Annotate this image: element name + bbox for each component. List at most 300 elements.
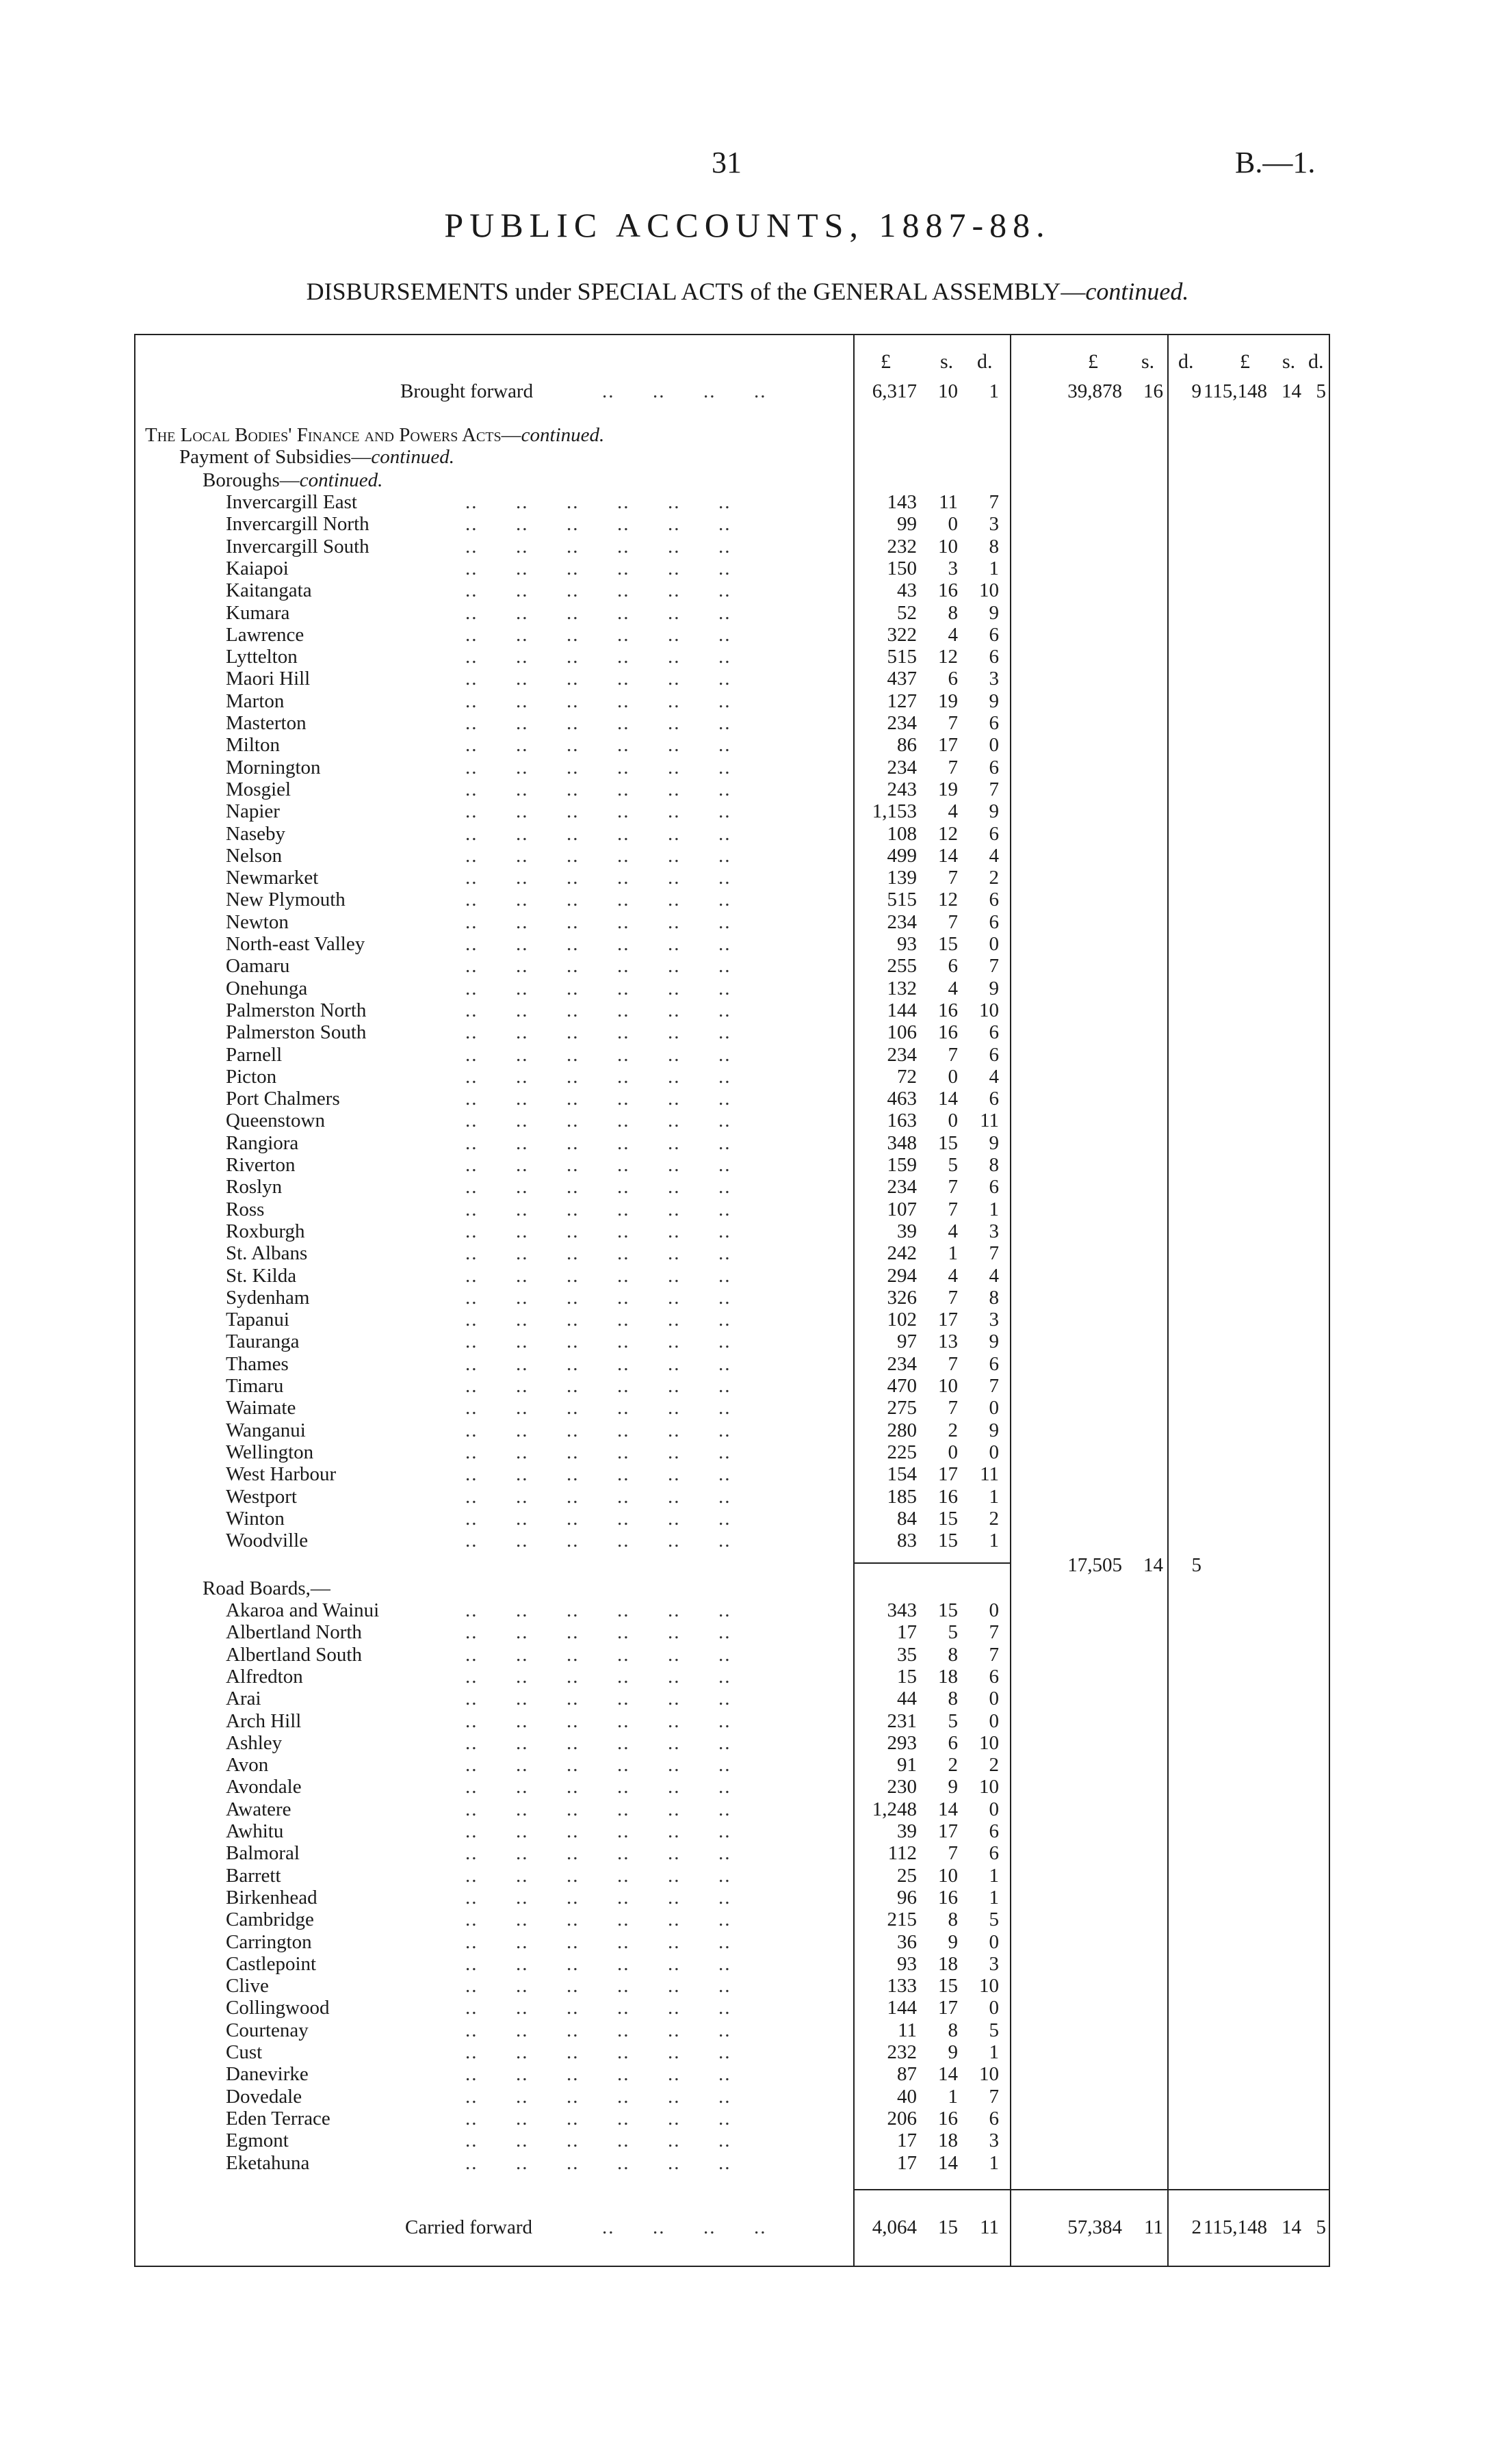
entry-name: Clive bbox=[226, 1975, 269, 1997]
amount-shillings: 12 bbox=[938, 889, 958, 911]
subtitle-main: DISBURSEMENTS under SPECIAL ACTS of the GENERAL ASSEMBLY— bbox=[306, 278, 1086, 305]
leader-dots: .. .. .. .. .. .. bbox=[465, 822, 731, 845]
amount-pounds: 86 bbox=[897, 734, 917, 757]
amount-pence: 7 bbox=[989, 1375, 999, 1397]
amount-pounds: 83 bbox=[897, 1530, 917, 1552]
list-item bbox=[0, 2041, 1495, 2063]
list-item bbox=[0, 1997, 1495, 2019]
amount-pounds: 234 bbox=[887, 910, 917, 933]
page-number: 31 bbox=[712, 146, 742, 179]
amount-shillings: 16 bbox=[938, 999, 958, 1021]
amount-pence: 9 bbox=[989, 690, 999, 712]
amount-pounds: 515 bbox=[887, 889, 917, 911]
list-item bbox=[0, 1508, 1495, 1530]
leader-dots: .. .. .. .. .. .. bbox=[465, 1864, 731, 1887]
amount-shillings: 7 bbox=[948, 1397, 958, 1419]
amount-pounds: 326 bbox=[887, 1286, 917, 1309]
amount-pence: 1 bbox=[989, 1886, 999, 1909]
amount-pence: 7 bbox=[989, 2085, 999, 2108]
amount-pounds: 1,248 bbox=[872, 1798, 917, 1820]
leader-dots: .. .. .. .. .. .. bbox=[465, 2107, 731, 2129]
leader-dots: .. .. .. .. .. .. bbox=[465, 1286, 731, 1309]
amount-pence: 1 bbox=[989, 1864, 999, 1887]
leader-dots: .. .. .. .. .. .. bbox=[465, 999, 731, 1021]
amount-pounds: 163 bbox=[887, 1110, 917, 1132]
amount-pence: 10 bbox=[979, 2063, 999, 2086]
amount-pounds: 72 bbox=[897, 1065, 917, 1088]
list-item bbox=[0, 1309, 1495, 1331]
amount-pounds: 470 bbox=[887, 1375, 917, 1397]
amount-shillings: 2 bbox=[948, 1754, 958, 1777]
list-item bbox=[0, 1798, 1495, 1820]
amount-pence: 6 bbox=[989, 1088, 999, 1110]
amount-pounds: 348 bbox=[887, 1131, 917, 1154]
carried-forward-row bbox=[0, 2216, 1495, 2238]
brought-forward-row bbox=[0, 380, 1495, 402]
entry-name: Alfredton bbox=[226, 1665, 303, 1688]
amount-shillings: 11 bbox=[939, 491, 958, 513]
amount-shillings: 7 bbox=[948, 1352, 958, 1375]
leader-dots: .. .. .. .. .. .. bbox=[465, 623, 731, 646]
amount-pounds: 91 bbox=[897, 1754, 917, 1777]
list-item bbox=[0, 1754, 1495, 1776]
amount-pence: 1 bbox=[989, 1198, 999, 1220]
amount-pounds: 280 bbox=[887, 1419, 917, 1441]
list-item bbox=[0, 1820, 1495, 1842]
amount-shillings: 15 bbox=[938, 1131, 958, 1154]
list-item bbox=[0, 800, 1495, 822]
amount-shillings: 7 bbox=[948, 1842, 958, 1865]
amount-pence: 10 bbox=[979, 579, 999, 602]
list-item bbox=[0, 778, 1495, 800]
list-item bbox=[0, 1110, 1495, 1131]
entry-name: St. Kilda bbox=[226, 1264, 297, 1287]
list-item bbox=[0, 1154, 1495, 1176]
entry-name: Carrington bbox=[226, 1930, 312, 1953]
list-item bbox=[0, 1486, 1495, 1508]
entry-name: Wellington bbox=[226, 1441, 314, 1463]
amount-pounds: 232 bbox=[887, 535, 917, 558]
leader-dots: .. .. .. .. .. .. bbox=[465, 1463, 731, 1486]
entry-name: Collingwood bbox=[226, 1997, 330, 2019]
amount-pounds: 97 bbox=[897, 1331, 917, 1353]
leader-dots: .. .. .. .. .. .. bbox=[465, 1176, 731, 1198]
amount-pence: 6 bbox=[989, 1842, 999, 1865]
amount-pounds: 93 bbox=[897, 933, 917, 955]
amount-pounds: 437 bbox=[887, 668, 917, 690]
amount-pence: 0 bbox=[989, 1930, 999, 1953]
list-item bbox=[0, 2019, 1495, 2041]
amount-pounds: 143 bbox=[887, 491, 917, 513]
amount-shillings: 6 bbox=[948, 1731, 958, 1754]
amount-pounds: 40 bbox=[897, 2085, 917, 2108]
leader-dots: .. .. .. .. .. .. bbox=[465, 2085, 731, 2108]
leader-dots: .. .. .. .. .. .. bbox=[465, 535, 731, 558]
list-item bbox=[0, 712, 1495, 734]
amount-shillings: 7 bbox=[948, 1176, 958, 1198]
list-item bbox=[0, 1975, 1495, 1997]
amount-pounds: 234 bbox=[887, 1043, 917, 1066]
amount-pounds: 234 bbox=[887, 1176, 917, 1198]
document-reference: B.—1. bbox=[1235, 146, 1316, 179]
amount-pounds: 17 bbox=[897, 2129, 917, 2152]
amount-pounds: 159 bbox=[887, 1154, 917, 1176]
list-item bbox=[0, 558, 1495, 579]
list-item bbox=[0, 2129, 1495, 2151]
boroughs-continued: continued. bbox=[299, 469, 383, 491]
leader-dots: .. .. .. .. .. .. bbox=[465, 1709, 731, 1732]
leader-dots: .. .. .. .. .. .. bbox=[465, 1820, 731, 1842]
list-item bbox=[0, 955, 1495, 977]
entry-name: Maori Hill bbox=[226, 668, 311, 690]
amount-pounds: 35 bbox=[897, 1643, 917, 1666]
amount-pounds: 343 bbox=[887, 1599, 917, 1621]
leader-dots: .. .. .. .. .. .. bbox=[465, 1731, 731, 1754]
entry-name: Mosgiel bbox=[226, 778, 291, 800]
list-item bbox=[0, 1397, 1495, 1419]
amount-pounds: 15 bbox=[897, 1665, 917, 1688]
amount-pounds: 127 bbox=[887, 690, 917, 712]
amount-pounds: 144 bbox=[887, 1997, 917, 2019]
amount-shillings: 17 bbox=[938, 1820, 958, 1842]
amount-pence: 1 bbox=[989, 1485, 999, 1508]
amount-pence: 9 bbox=[989, 1419, 999, 1441]
list-item bbox=[0, 513, 1495, 535]
entry-name: Invercargill North bbox=[226, 513, 369, 536]
list-item bbox=[0, 1265, 1495, 1287]
amount-shillings: 13 bbox=[938, 1331, 958, 1353]
amount-pence: 0 bbox=[989, 1997, 999, 2019]
amount-pence: 6 bbox=[989, 712, 999, 734]
list-item bbox=[0, 1887, 1495, 1909]
leader-dots: .. .. .. .. .. .. bbox=[465, 1264, 731, 1287]
entry-name: Oamaru bbox=[226, 955, 290, 978]
amount-shillings: 4 bbox=[948, 800, 958, 823]
leader-dots: .. .. .. .. .. .. bbox=[465, 2019, 731, 2041]
list-item bbox=[0, 1419, 1495, 1441]
entry-name: Mornington bbox=[226, 756, 321, 778]
list-item bbox=[0, 933, 1495, 955]
amount-pounds: 293 bbox=[887, 1731, 917, 1754]
list-item bbox=[0, 734, 1495, 756]
amount-shillings: 0 bbox=[948, 513, 958, 536]
amount-pence: 7 bbox=[989, 1242, 999, 1265]
list-item bbox=[0, 1331, 1495, 1352]
entry-name: Milton bbox=[226, 734, 280, 757]
amount-shillings: 16 bbox=[938, 1485, 958, 1508]
amount-pounds: 108 bbox=[887, 822, 917, 845]
leader-dots: .. .. .. .. .. .. bbox=[465, 800, 731, 823]
leader-dots: .. .. .. .. .. .. bbox=[465, 1043, 731, 1066]
list-item bbox=[0, 1732, 1495, 1754]
amount-pounds: 144 bbox=[887, 999, 917, 1021]
entry-name: Masterton bbox=[226, 712, 307, 734]
leader-dots: .. .. .. .. .. .. bbox=[465, 977, 731, 999]
amount-pence: 0 bbox=[989, 933, 999, 955]
amount-pence: 6 bbox=[989, 1820, 999, 1842]
amount-pence: 3 bbox=[989, 1220, 999, 1242]
leader-dots: .. .. .. .. .. .. bbox=[465, 1952, 731, 1975]
page-subtitle bbox=[0, 277, 1495, 306]
amount-shillings: 6 bbox=[948, 955, 958, 978]
entry-name: Cust bbox=[226, 2041, 263, 2063]
entry-name: Barrett bbox=[226, 1864, 281, 1887]
entry-name: North-east Valley bbox=[226, 933, 365, 955]
amount-shillings: 7 bbox=[948, 1198, 958, 1220]
leader-dots: .. .. .. .. .. .. bbox=[465, 1886, 731, 1909]
entry-name: Danevirke bbox=[226, 2063, 309, 2086]
amount-pence: 0 bbox=[989, 1709, 999, 1732]
amount-shillings: 8 bbox=[948, 2019, 958, 2041]
list-item bbox=[0, 491, 1495, 513]
amount-pence: 0 bbox=[989, 1798, 999, 1820]
list-item bbox=[0, 1287, 1495, 1309]
amount-shillings: 7 bbox=[948, 756, 958, 778]
entry-name: Castlepoint bbox=[226, 1952, 317, 1975]
amount-shillings: 10 bbox=[938, 1864, 958, 1887]
amount-pence: 6 bbox=[989, 1021, 999, 1044]
leader-dots: .. .. .. .. .. .. bbox=[465, 601, 731, 624]
amount-shillings: 15 bbox=[938, 933, 958, 955]
amount-shillings: 4 bbox=[948, 977, 958, 999]
list-item bbox=[0, 1463, 1495, 1485]
amount-pence: 8 bbox=[989, 535, 999, 558]
leader-dots: .. .. .. .. .. .. bbox=[465, 2063, 731, 2086]
leader-dots: .. .. .. .. bbox=[602, 2216, 767, 2238]
amount-shillings: 9 bbox=[948, 1930, 958, 1953]
leader-dots: .. .. .. .. .. .. bbox=[465, 690, 731, 712]
entry-name: Riverton bbox=[226, 1154, 296, 1176]
amount-pence: 1 bbox=[989, 557, 999, 579]
entry-name: Arai bbox=[226, 1688, 261, 1710]
amount-shillings: 12 bbox=[938, 822, 958, 845]
amount-shillings: 16 bbox=[938, 1886, 958, 1909]
amount-pence: 3 bbox=[989, 513, 999, 536]
amount-pounds: 115,148 bbox=[1203, 2216, 1267, 2238]
entry-name: Woodville bbox=[226, 1530, 309, 1552]
leader-dots: .. .. .. .. .. .. bbox=[465, 889, 731, 911]
entry-name: Tauranga bbox=[226, 1331, 300, 1353]
road-boards-heading bbox=[203, 1577, 330, 1600]
subsidies-label: Payment of Subsidies— bbox=[179, 446, 372, 468]
entry-name: Tapanui bbox=[226, 1309, 289, 1331]
entry-name: Courtenay bbox=[226, 2019, 309, 2041]
amount-shillings: 4 bbox=[948, 1264, 958, 1287]
amount-pounds: 25 bbox=[897, 1864, 917, 1887]
amount-pounds: 150 bbox=[887, 557, 917, 579]
amount-pence: 1 bbox=[989, 2151, 999, 2174]
amount-pounds: 17 bbox=[897, 2151, 917, 2174]
amount-pounds: 234 bbox=[887, 712, 917, 734]
amount-pounds: 463 bbox=[887, 1088, 917, 1110]
amount-pounds: 499 bbox=[887, 844, 917, 867]
list-item bbox=[0, 2063, 1495, 2085]
entry-name: Ross bbox=[226, 1198, 265, 1220]
amount-shillings: 8 bbox=[948, 1643, 958, 1666]
list-item bbox=[0, 845, 1495, 867]
amount-shillings: 15 bbox=[938, 2216, 958, 2238]
entry-name: Ashley bbox=[226, 1731, 283, 1754]
amount-shillings: 15 bbox=[938, 1975, 958, 1997]
list-item bbox=[0, 668, 1495, 690]
amount-shillings: 16 bbox=[938, 1021, 958, 1044]
entry-name: Newton bbox=[226, 910, 289, 933]
amount-pence: 6 bbox=[989, 1176, 999, 1198]
entry-name: Picton bbox=[226, 1065, 277, 1088]
entry-name: Rangiora bbox=[226, 1131, 299, 1154]
amount-shillings: 11 bbox=[1144, 2216, 1163, 2238]
leader-dots: .. .. .. .. .. .. bbox=[465, 712, 731, 734]
amount-pence: 7 bbox=[989, 955, 999, 978]
amount-pence: 3 bbox=[989, 668, 999, 690]
amount-shillings: 0 bbox=[948, 1065, 958, 1088]
leader-dots: .. .. .. .. .. .. bbox=[465, 1375, 731, 1397]
amount-shillings: 19 bbox=[938, 690, 958, 712]
amount-pence: 6 bbox=[989, 2107, 999, 2129]
amount-shillings: 3 bbox=[948, 557, 958, 579]
list-item bbox=[0, 1931, 1495, 1953]
amount-shillings: 17 bbox=[938, 1997, 958, 2019]
amount-pence: 6 bbox=[989, 1043, 999, 1066]
amount-pence: 10 bbox=[979, 1776, 999, 1798]
list-item bbox=[0, 999, 1495, 1021]
list-item bbox=[0, 911, 1495, 933]
entry-name: Lyttelton bbox=[226, 646, 298, 668]
list-item bbox=[0, 579, 1495, 601]
leader-dots: .. .. .. .. .. .. bbox=[465, 2151, 731, 2174]
list-item bbox=[0, 867, 1495, 889]
amount-shillings: 7 bbox=[948, 867, 958, 889]
amount-shillings: 14 bbox=[938, 1088, 958, 1110]
subsidies-continued: continued. bbox=[371, 446, 454, 468]
carried-forward-label: Carried forward bbox=[405, 2216, 532, 2238]
entry-name: Awatere bbox=[226, 1798, 291, 1820]
amount-pounds: 112 bbox=[887, 1842, 917, 1865]
amount-pence: 4 bbox=[989, 1264, 999, 1287]
list-item bbox=[0, 1865, 1495, 1887]
amount-pence: 6 bbox=[989, 756, 999, 778]
col1-pound-header: £ bbox=[881, 350, 891, 373]
leader-dots: .. .. .. .. .. .. bbox=[465, 1331, 731, 1353]
col2-pound-header: £ bbox=[1088, 350, 1098, 373]
amount-pounds: 139 bbox=[887, 867, 917, 889]
amount-shillings: 7 bbox=[948, 1043, 958, 1066]
list-item bbox=[0, 2152, 1495, 2174]
entry-name: New Plymouth bbox=[226, 889, 346, 911]
act-heading bbox=[145, 424, 604, 447]
amount-pounds: 243 bbox=[887, 778, 917, 800]
list-item bbox=[0, 1375, 1495, 1397]
list-item bbox=[0, 1909, 1495, 1930]
amount-pence: 3 bbox=[989, 2129, 999, 2152]
list-item bbox=[0, 1198, 1495, 1220]
amount-shillings: 1 bbox=[948, 1242, 958, 1265]
leader-dots: .. .. .. .. .. .. bbox=[465, 1309, 731, 1331]
amount-shillings: 14 bbox=[938, 2063, 958, 2086]
entry-name: Arch Hill bbox=[226, 1709, 302, 1732]
entry-name: St. Albans bbox=[226, 1242, 308, 1265]
amount-shillings: 12 bbox=[938, 646, 958, 668]
amount-shillings: 14 bbox=[938, 844, 958, 867]
list-item bbox=[0, 1088, 1495, 1110]
amount-shillings: 8 bbox=[948, 1909, 958, 1931]
leader-dots: .. .. .. .. .. .. bbox=[465, 1507, 731, 1530]
leader-dots: .. .. .. .. .. .. bbox=[465, 1599, 731, 1621]
amount-shillings: 10 bbox=[938, 535, 958, 558]
leader-dots: .. .. .. .. .. .. bbox=[465, 491, 731, 513]
list-item bbox=[0, 1666, 1495, 1688]
boroughs-heading bbox=[203, 469, 382, 492]
amount-shillings: 0 bbox=[948, 1441, 958, 1463]
amount-pounds: 39 bbox=[897, 1220, 917, 1242]
leader-dots: .. .. .. .. .. .. bbox=[465, 1131, 731, 1154]
amount-shillings: 5 bbox=[948, 1621, 958, 1644]
entry-name: Dovedale bbox=[226, 2085, 302, 2108]
amount-pence: 6 bbox=[989, 623, 999, 646]
amount-pence: 9 bbox=[989, 977, 999, 999]
amount-shillings: 7 bbox=[948, 1286, 958, 1309]
leader-dots: .. .. .. .. .. .. bbox=[465, 1643, 731, 1666]
amount-pence: 11 bbox=[980, 1110, 999, 1132]
amount-pounds: 185 bbox=[887, 1485, 917, 1508]
amount-shillings: 14 bbox=[938, 2151, 958, 2174]
list-item bbox=[0, 889, 1495, 910]
leader-dots: .. .. .. .. .. .. bbox=[465, 1154, 731, 1176]
leader-dots: .. .. .. .. .. .. bbox=[465, 646, 731, 668]
leader-dots: .. .. .. .. .. .. bbox=[465, 668, 731, 690]
entry-name: Eketahuna bbox=[226, 2151, 310, 2174]
entry-name: Timaru bbox=[226, 1375, 284, 1397]
list-item bbox=[0, 1644, 1495, 1666]
amount-pence: 0 bbox=[989, 1599, 999, 1621]
entry-name: Awhitu bbox=[226, 1820, 284, 1842]
amount-pounds: 11 bbox=[898, 2019, 917, 2041]
subsidies-heading bbox=[179, 446, 454, 469]
amount-shillings: 15 bbox=[938, 1599, 958, 1621]
list-item bbox=[0, 1599, 1495, 1621]
amount-pence: 4 bbox=[989, 1065, 999, 1088]
amount-pounds: 106 bbox=[887, 1021, 917, 1044]
leader-dots: .. .. .. .. .. .. bbox=[465, 557, 731, 579]
entry-name: Roslyn bbox=[226, 1176, 283, 1198]
entry-name: Marton bbox=[226, 690, 285, 712]
list-item bbox=[0, 1688, 1495, 1709]
entry-name: Queenstown bbox=[226, 1110, 325, 1132]
amount-pence: 7 bbox=[989, 491, 999, 513]
entry-name: Palmerston North bbox=[226, 999, 367, 1021]
boroughs-total-row bbox=[0, 1554, 1495, 1576]
amount-pence: 6 bbox=[989, 646, 999, 668]
leader-dots: .. .. .. .. .. .. bbox=[465, 579, 731, 602]
amount-shillings: 8 bbox=[948, 1688, 958, 1710]
amount-pence: 6 bbox=[989, 1352, 999, 1375]
amount-pence: 8 bbox=[989, 1154, 999, 1176]
leader-dots: .. .. .. .. .. .. bbox=[465, 1198, 731, 1220]
col1-shilling-header: s. bbox=[940, 350, 954, 373]
entry-name: Palmerston South bbox=[226, 1021, 367, 1044]
amount-pence: 9 bbox=[989, 1331, 999, 1353]
amount-pence: 10 bbox=[979, 1731, 999, 1754]
leader-dots: .. .. .. .. .. .. bbox=[465, 1441, 731, 1463]
entry-name: Napier bbox=[226, 800, 280, 823]
amount-shillings: 17 bbox=[938, 734, 958, 757]
amount-pounds: 87 bbox=[897, 2063, 917, 2086]
amount-pounds: 102 bbox=[887, 1309, 917, 1331]
amount-pounds: 39 bbox=[897, 1820, 917, 1842]
amount-shillings: 14 bbox=[938, 1798, 958, 1820]
entry-name: Waimate bbox=[226, 1397, 296, 1419]
amount-pounds: 206 bbox=[887, 2107, 917, 2129]
